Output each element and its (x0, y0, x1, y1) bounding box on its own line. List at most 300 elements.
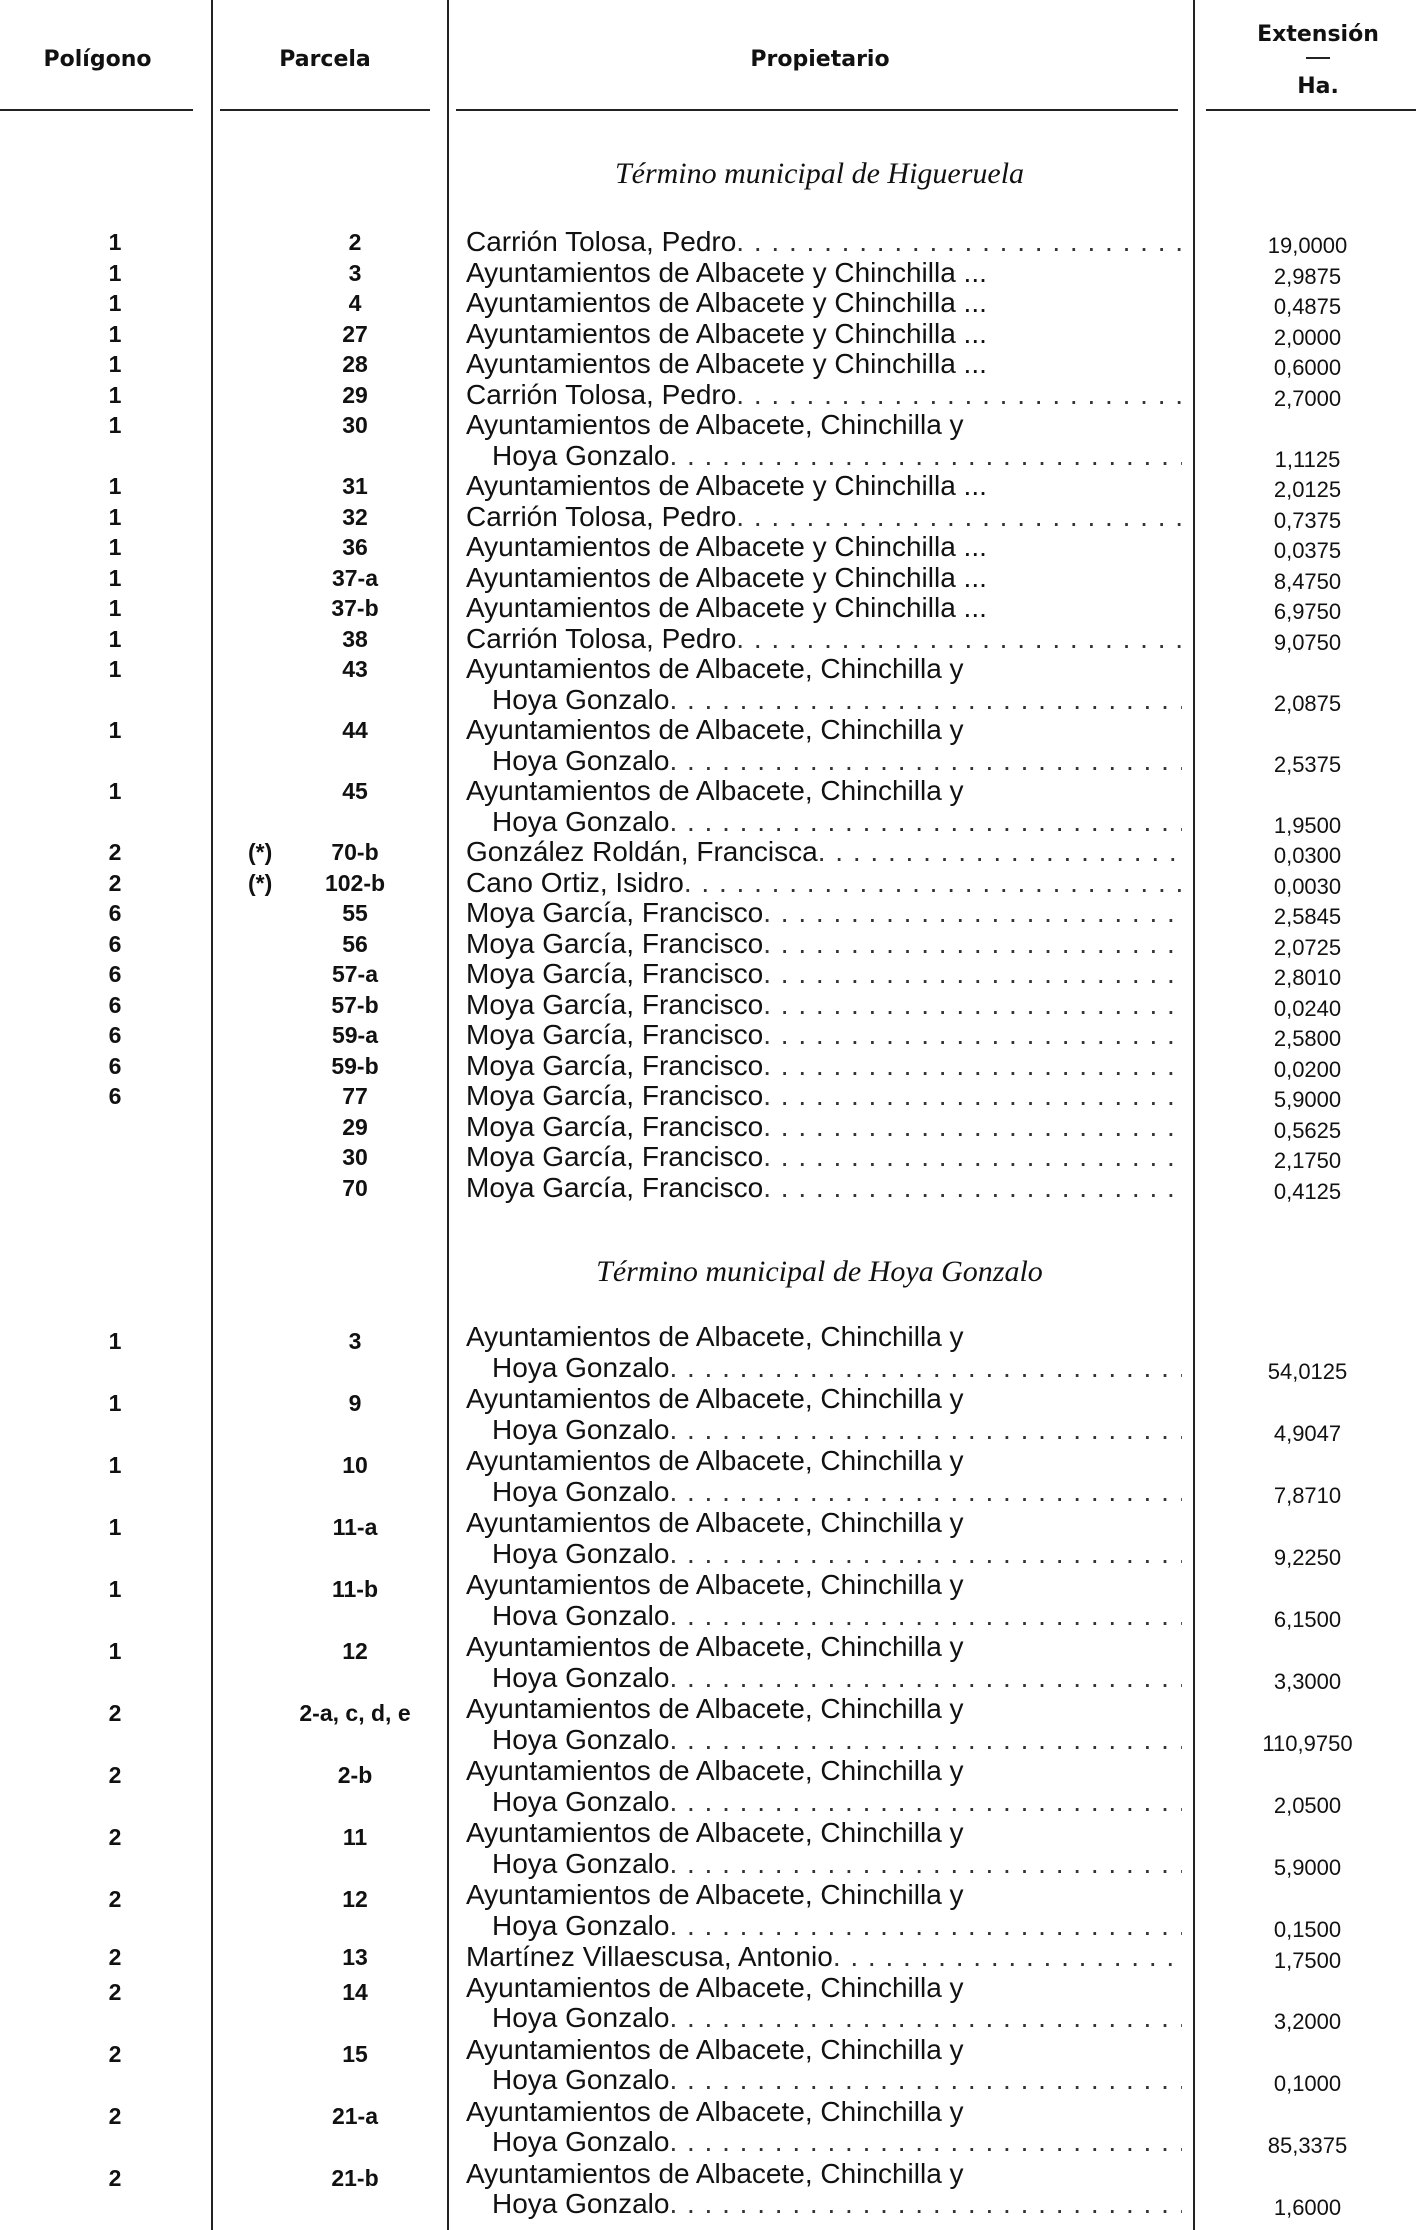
propietario-text: Ayuntamientos de Albacete, Chinchilla y (466, 1817, 964, 1848)
section-title-higueruela: Término municipal de Higueruela (614, 157, 1025, 190)
parcela-value: 2 (348, 229, 362, 255)
parcela-cell (230, 1020, 480, 1051)
parcela-value: 45 (342, 778, 368, 804)
parcela-cell (230, 1942, 480, 1973)
propietario-text: Ayuntamientos de Albacete y Chinchilla ... (466, 561, 987, 593)
poligono-cell: 2 (108, 1700, 122, 1726)
poligono-cell: 1 (108, 534, 122, 560)
propietario-text: Moya García, Francisco (466, 1019, 764, 1050)
propietario-text: Ayuntamientos de Albacete y Chinchilla ... (466, 592, 987, 623)
parcela-value: 21-a (331, 2102, 379, 2129)
poligono-cell: 6 (108, 1083, 122, 1109)
extension-cell: 2,1750 (1273, 1148, 1342, 1173)
parcela-asterisk-mark: (*) (248, 839, 273, 865)
propietario-text: Hoya Gonzalo (492, 2002, 670, 2033)
propietario-cell (466, 654, 1182, 715)
dot-leader (763, 1112, 1182, 1143)
dot-leader (763, 1142, 1182, 1173)
propietario-cell (466, 532, 1182, 563)
extension-cell: 0,0300 (1273, 843, 1342, 868)
header-extension: Extensión (1257, 22, 1379, 47)
parcela-value: 59-a (331, 1022, 379, 1048)
parcela-value: 36 (342, 534, 368, 560)
table-row (0, 1508, 1423, 1570)
table-row (0, 1142, 1423, 1173)
parcela-cell (230, 959, 480, 990)
propietario-cell (466, 2035, 1182, 2096)
dot-leader (669, 1539, 1182, 1570)
propietario-cell (466, 1508, 1182, 1569)
parcela-cell (230, 1081, 480, 1112)
table-row (0, 593, 1423, 624)
poligono-cell: 1 (108, 503, 122, 530)
dot-leader (763, 1081, 1182, 1112)
propietario-text: Hoya Gonzalo (492, 439, 670, 471)
propietario-text: Ayuntamientos de Albacete, Chinchilla y (466, 2033, 964, 2065)
propietario-text: Ayuntamientos de Albacete, Chinchilla y (466, 1879, 964, 1910)
propietario-text: Moya García, Francisco (466, 927, 764, 959)
poligono-cell: 6 (108, 900, 122, 926)
parcela-value: 77 (342, 1083, 368, 1109)
propietario-text: Ayuntamientos de Albacete, Chinchilla y (466, 653, 964, 684)
extension-cell: 0,6000 (1273, 355, 1342, 380)
parcela-cell (230, 532, 480, 563)
parcela-value: 37-b (331, 595, 379, 621)
poligono-cell: 1 (108, 259, 122, 286)
propietario-cell (466, 1942, 1182, 1973)
poligono-cell: 6 (108, 991, 122, 1018)
propietario-text: Ayuntamientos de Albacete, Chinchilla y (466, 1755, 964, 1786)
table-row (0, 1173, 1423, 1204)
poligono-cell: 2 (108, 2164, 122, 2191)
dot-leader (669, 1911, 1182, 1942)
propietario-cell (466, 1142, 1182, 1173)
parcela-value: 38 (342, 625, 368, 652)
table-row (0, 1942, 1423, 1973)
propietario-cell (466, 1081, 1182, 1112)
section-rows-hoya-gonzalo (0, 1322, 1423, 2221)
propietario-cell (466, 410, 1182, 471)
table-row (0, 1020, 1423, 1051)
parcela-value: 3 (348, 259, 362, 286)
propietario-cell (466, 349, 1182, 380)
parcela-value: 70-b (331, 839, 379, 865)
header-poligono: Polígono (43, 47, 152, 72)
propietario-text: Cano Ortiz, Isidro (466, 866, 684, 898)
propietario-cell (466, 776, 1182, 837)
poligono-cell: 1 (108, 778, 122, 804)
propietario-cell (466, 624, 1182, 655)
propietario-cell (466, 715, 1182, 776)
parcela-cell (230, 2101, 480, 2132)
parcela-cell (230, 929, 480, 960)
parcela-value: 12 (342, 1886, 368, 1912)
parcela-value: 4 (348, 290, 362, 316)
table-row (0, 898, 1423, 929)
propietario-cell (466, 1818, 1182, 1879)
propietario-text: Moya García, Francisco (466, 897, 764, 928)
propietario-text: Moya García, Francisco (466, 1171, 764, 1203)
extension-cell: 2,5375 (1273, 751, 1342, 777)
poligono-cell: 1 (108, 1390, 122, 1416)
propietario-cell (466, 1880, 1182, 1941)
propietario-cell (466, 1173, 1182, 1204)
propietario-cell (466, 380, 1182, 411)
poligono-cell: 1 (108, 320, 122, 347)
propietario-text: Ayuntamientos de Albacete, Chinchilla y (466, 2095, 964, 2127)
extension-cell: 2,5845 (1273, 904, 1342, 929)
table-row (0, 776, 1423, 837)
propietario-cell (466, 1051, 1182, 1082)
header-rule-extension (1206, 109, 1416, 111)
parcela-value: 30 (342, 412, 368, 438)
propietario-text: Hoya Gonzalo (492, 2064, 670, 2095)
propietario-cell (466, 1756, 1182, 1817)
propietario-text: Hoya Gonzalo (492, 1351, 670, 1383)
extension-cell: 2,0125 (1273, 477, 1342, 502)
dot-leader (763, 1173, 1182, 1204)
propietario-text: Martínez Villaescusa, Antonio (466, 1941, 833, 1972)
propietario-cell (466, 1322, 1182, 1383)
table-row (0, 258, 1423, 289)
poligono-cell: 2 (108, 1978, 122, 2005)
table-row (0, 1973, 1423, 2035)
extension-cell: 7,8710 (1273, 1482, 1342, 1508)
extension-cell: 0,0240 (1273, 995, 1342, 1021)
table-row (0, 1818, 1423, 1880)
poligono-cell: 2 (108, 2102, 122, 2129)
extension-cell: 1,9500 (1273, 812, 1342, 838)
propietario-text: Carrión Tolosa, Pedro (466, 622, 737, 654)
extension-cell: 3,3000 (1273, 1668, 1342, 1694)
table-row (0, 715, 1423, 776)
extension-cell: 2,9875 (1273, 263, 1342, 289)
parcela-value: 3 (348, 1328, 362, 1354)
table-row (0, 1051, 1423, 1082)
dot-leader (669, 1477, 1182, 1508)
extension-cell: 1,7500 (1273, 1948, 1342, 1973)
propietario-cell (466, 1694, 1182, 1755)
parcela-value: 43 (342, 656, 368, 682)
propietario-cell (466, 258, 1182, 289)
propietario-cell (466, 227, 1182, 258)
table-row (0, 227, 1423, 258)
poligono-cell: 2 (108, 1886, 122, 1912)
table-row (0, 868, 1423, 899)
propietario-text: Ayuntamientos de Albacete, Chinchilla y (466, 1569, 964, 1600)
propietario-text: Moya García, Francisco (466, 1080, 764, 1111)
parcela-value: 37-a (331, 564, 379, 591)
dot-leader (763, 898, 1182, 929)
parcela-value: 12 (342, 1638, 368, 1664)
propietario-text: Carrión Tolosa, Pedro (466, 226, 737, 257)
propietario-cell (466, 898, 1182, 929)
table-row (0, 471, 1423, 502)
extension-cell: 54,0125 (1267, 1358, 1348, 1384)
parcela-cell (230, 2163, 480, 2194)
propietario-text: Moya García, Francisco (466, 958, 764, 989)
propietario-text: Ayuntamientos de Albacete y Chinchilla ... (466, 470, 987, 501)
parcela-cell (230, 715, 480, 746)
poligono-cell: 1 (108, 351, 122, 377)
dot-leader (763, 1051, 1182, 1082)
dot-leader (736, 227, 1182, 258)
poligono-cell: 1 (108, 473, 122, 499)
extension-cell: 0,0200 (1273, 1056, 1342, 1082)
extension-cell: 5,9000 (1273, 1087, 1342, 1112)
poligono-cell: 2 (108, 839, 122, 865)
extension-cell: 4,9047 (1273, 1420, 1342, 1446)
propietario-cell (466, 1570, 1182, 1631)
table-row (0, 2097, 1423, 2159)
parcela-value: 11-a (332, 1514, 378, 1540)
poligono-cell: 1 (108, 1638, 122, 1664)
parcela-cell (230, 288, 480, 319)
propietario-text: Ayuntamientos de Albacete, Chinchilla y (466, 1631, 964, 1662)
parcela-cell (230, 1574, 480, 1605)
parcela-value: 11-b (331, 1576, 379, 1602)
extension-cell: 0,4875 (1273, 294, 1342, 319)
propietario-text: Hoya Gonzalo (492, 683, 670, 715)
dot-leader (669, 441, 1182, 472)
dot-leader (763, 929, 1182, 960)
poligono-cell: 2 (108, 1944, 122, 1970)
dot-leader (669, 1415, 1182, 1446)
extension-cell: 2,8010 (1273, 965, 1342, 990)
parcela-cell (230, 593, 480, 624)
parcela-value: 59-b (331, 1052, 379, 1079)
header-rule-parcela (220, 109, 430, 111)
parcela-cell (230, 898, 480, 929)
parcela-cell (230, 227, 480, 258)
dot-leader (833, 1942, 1182, 1973)
propietario-text: Ayuntamientos de Albacete, Chinchilla y (466, 1321, 964, 1352)
header-rule-propietario (456, 109, 1178, 111)
table-row (0, 959, 1423, 990)
parcela-cell (230, 563, 480, 594)
propietario-cell (466, 1446, 1182, 1507)
parcela-value: 70 (342, 1174, 368, 1201)
propietario-text: Ayuntamientos de Albacete y Chinchilla ... (466, 348, 987, 379)
extension-cell: 0,5625 (1273, 1117, 1342, 1143)
propietario-cell (466, 319, 1182, 350)
extension-cell: 85,3375 (1267, 2133, 1348, 2158)
parcela-value: 56 (342, 930, 368, 957)
dot-leader (684, 868, 1182, 899)
parcela-value: 57-a (331, 961, 379, 987)
propietario-text: Carrión Tolosa, Pedro (466, 500, 737, 532)
extension-cell: 9,2250 (1273, 1544, 1342, 1570)
dot-leader (669, 807, 1182, 838)
dot-leader (763, 1020, 1182, 1051)
propietario-text: Hoya Gonzalo (492, 1537, 670, 1569)
dot-leader (669, 685, 1182, 716)
table-row (0, 1081, 1423, 1112)
parcela-asterisk-mark: (*) (248, 869, 273, 896)
extension-cell: 1,6000 (1273, 2195, 1342, 2220)
dot-leader (669, 1725, 1182, 1756)
propietario-text: Ayuntamientos de Albacete, Chinchilla y (466, 2157, 964, 2189)
propietario-text: Ayuntamientos de Albacete, Chinchilla y (466, 1445, 964, 1476)
parcela-value: 11 (342, 1824, 368, 1850)
poligono-cell: 1 (108, 1514, 122, 1540)
parcela-value: 29 (342, 1113, 368, 1140)
parcela-value: 15 (342, 2040, 368, 2067)
poligono-cell: 1 (108, 717, 122, 743)
poligono-cell: 1 (108, 1576, 122, 1602)
parcela-cell (230, 990, 480, 1021)
parcela-cell (230, 319, 480, 350)
table-row (0, 532, 1423, 563)
table-row (0, 1694, 1423, 1756)
propietario-text: Ayuntamientos de Albacete, Chinchilla y (466, 775, 964, 806)
parcela-cell (230, 2039, 480, 2070)
propietario-cell (466, 990, 1182, 1021)
parcela-cell (230, 471, 480, 502)
propietario-text: Hoya Gonzalo (492, 2188, 670, 2219)
propietario-text: Hoya Gonzalo (492, 1723, 670, 1755)
header-propietario: Propietario (750, 47, 890, 72)
extension-cell: 5,9000 (1273, 1854, 1342, 1880)
parcela-cell (230, 380, 480, 411)
table-row (0, 624, 1423, 655)
table-row (0, 319, 1423, 350)
table-row (0, 1756, 1423, 1818)
extension-cell: 9,0750 (1273, 629, 1342, 655)
parcela-cell (230, 1884, 480, 1915)
parcela-cell (230, 1760, 480, 1791)
propietario-text: Moya García, Francisco (466, 1141, 764, 1172)
dot-leader (669, 2003, 1182, 2034)
dot-leader (763, 990, 1182, 1021)
propietario-text: Ayuntamientos de Albacete y Chinchilla ... (466, 317, 987, 349)
propietario-text: Ayuntamientos de Albacete, Chinchilla y (466, 1383, 964, 1414)
propietario-cell (466, 2097, 1182, 2158)
extension-cell: 0,0375 (1273, 538, 1342, 563)
parcela-cell (230, 1388, 480, 1419)
header-extension-dash (1306, 57, 1330, 59)
extension-cell: 0,0030 (1273, 873, 1342, 899)
dot-leader (669, 2189, 1182, 2220)
parcela-cell (230, 1977, 480, 2008)
parcela-cell (230, 868, 480, 899)
propietario-text: Moya García, Francisco (466, 1049, 764, 1081)
extension-cell: 6,1500 (1273, 1606, 1342, 1632)
table-row (0, 2159, 1423, 2221)
header-extension-unit: Ha. (1297, 74, 1339, 99)
parcela-cell (230, 837, 480, 868)
dot-leader (669, 2065, 1182, 2096)
parcela-cell (230, 1698, 480, 1729)
dot-leader (736, 502, 1182, 533)
extension-cell: 0,7375 (1273, 507, 1342, 533)
dot-leader (818, 837, 1182, 868)
parcela-cell (230, 1450, 480, 1481)
table-row (0, 654, 1423, 715)
parcela-cell (230, 1822, 480, 1853)
propietario-text: González Roldán, Francisca (466, 836, 818, 867)
extension-cell: 1,1125 (1274, 446, 1341, 472)
propietario-text: Ayuntamientos de Albacete y Chinchilla ... (466, 531, 987, 562)
parcela-value: 10 (342, 1452, 368, 1478)
parcela-cell (230, 624, 480, 655)
parcela-cell (230, 776, 480, 807)
parcela-value: 29 (342, 381, 368, 408)
dot-leader (736, 624, 1182, 655)
propietario-text: Ayuntamientos de Albacete y Chinchilla ... (466, 287, 987, 318)
parcela-cell (230, 654, 480, 685)
propietario-cell (466, 471, 1182, 502)
parcela-value: 57-b (331, 991, 379, 1018)
propietario-text: Ayuntamientos de Albacete, Chinchilla y (466, 714, 964, 745)
dot-leader (669, 2127, 1182, 2158)
table-row (0, 380, 1423, 411)
extension-cell: 2,7000 (1273, 385, 1342, 411)
propietario-cell (466, 502, 1182, 533)
poligono-cell: 6 (108, 1052, 122, 1079)
propietario-cell (466, 837, 1182, 868)
dot-leader (669, 1787, 1182, 1818)
poligono-cell: 1 (108, 381, 122, 408)
extension-cell: 0,1500 (1273, 1916, 1342, 1942)
dot-leader (763, 959, 1182, 990)
extension-cell: 6,9750 (1273, 599, 1342, 624)
propietario-cell (466, 288, 1182, 319)
table-row (0, 1880, 1423, 1942)
propietario-text: Hoya Gonzalo (492, 2126, 670, 2157)
parcela-value: 32 (342, 503, 368, 530)
parcela-cell (230, 410, 480, 441)
propietario-cell (466, 1112, 1182, 1143)
extension-cell: 2,0500 (1273, 1792, 1342, 1818)
dot-leader (669, 1601, 1182, 1632)
extension-cell: 2,0725 (1273, 934, 1342, 960)
parcela-value: 44 (342, 717, 368, 743)
parcela-cell (230, 1142, 480, 1173)
extension-cell: 2,0875 (1273, 690, 1342, 716)
propietario-cell (466, 959, 1182, 990)
table-row (0, 502, 1423, 533)
propietario-cell (466, 593, 1182, 624)
extension-cell: 2,0000 (1273, 324, 1342, 350)
dot-leader (669, 746, 1182, 777)
table-row (0, 1632, 1423, 1694)
parcela-value: 9 (348, 1390, 362, 1416)
propietario-text: Hoya Gonzalo (492, 1475, 670, 1507)
propietario-text: Hoya Gonzalo (492, 1847, 670, 1879)
parcela-cell (230, 1512, 480, 1543)
table-row (0, 990, 1423, 1021)
propietario-cell (466, 1384, 1182, 1445)
table-row (0, 1384, 1423, 1446)
poligono-cell: 1 (108, 229, 122, 255)
table-row (0, 288, 1423, 319)
propietario-text: Ayuntamientos de Albacete, Chinchilla y (466, 1971, 964, 2003)
parcela-value: 21-b (331, 2164, 379, 2191)
propietario-text: Ayuntamientos de Albacete, Chinchilla y (466, 1693, 964, 1724)
parcela-value: 31 (342, 473, 368, 499)
parcela-value: 13 (342, 1944, 368, 1970)
parcela-value: 14 (342, 1978, 368, 2005)
extension-cell: 2,5800 (1273, 1026, 1342, 1051)
poligono-cell: 1 (108, 564, 122, 591)
propietario-text: Carrión Tolosa, Pedro (466, 378, 737, 410)
extension-cell: 8,4750 (1273, 568, 1342, 594)
parcela-cell (230, 1051, 480, 1082)
propietario-cell (466, 1020, 1182, 1051)
propietario-cell (466, 1632, 1182, 1693)
dot-leader (736, 380, 1182, 411)
